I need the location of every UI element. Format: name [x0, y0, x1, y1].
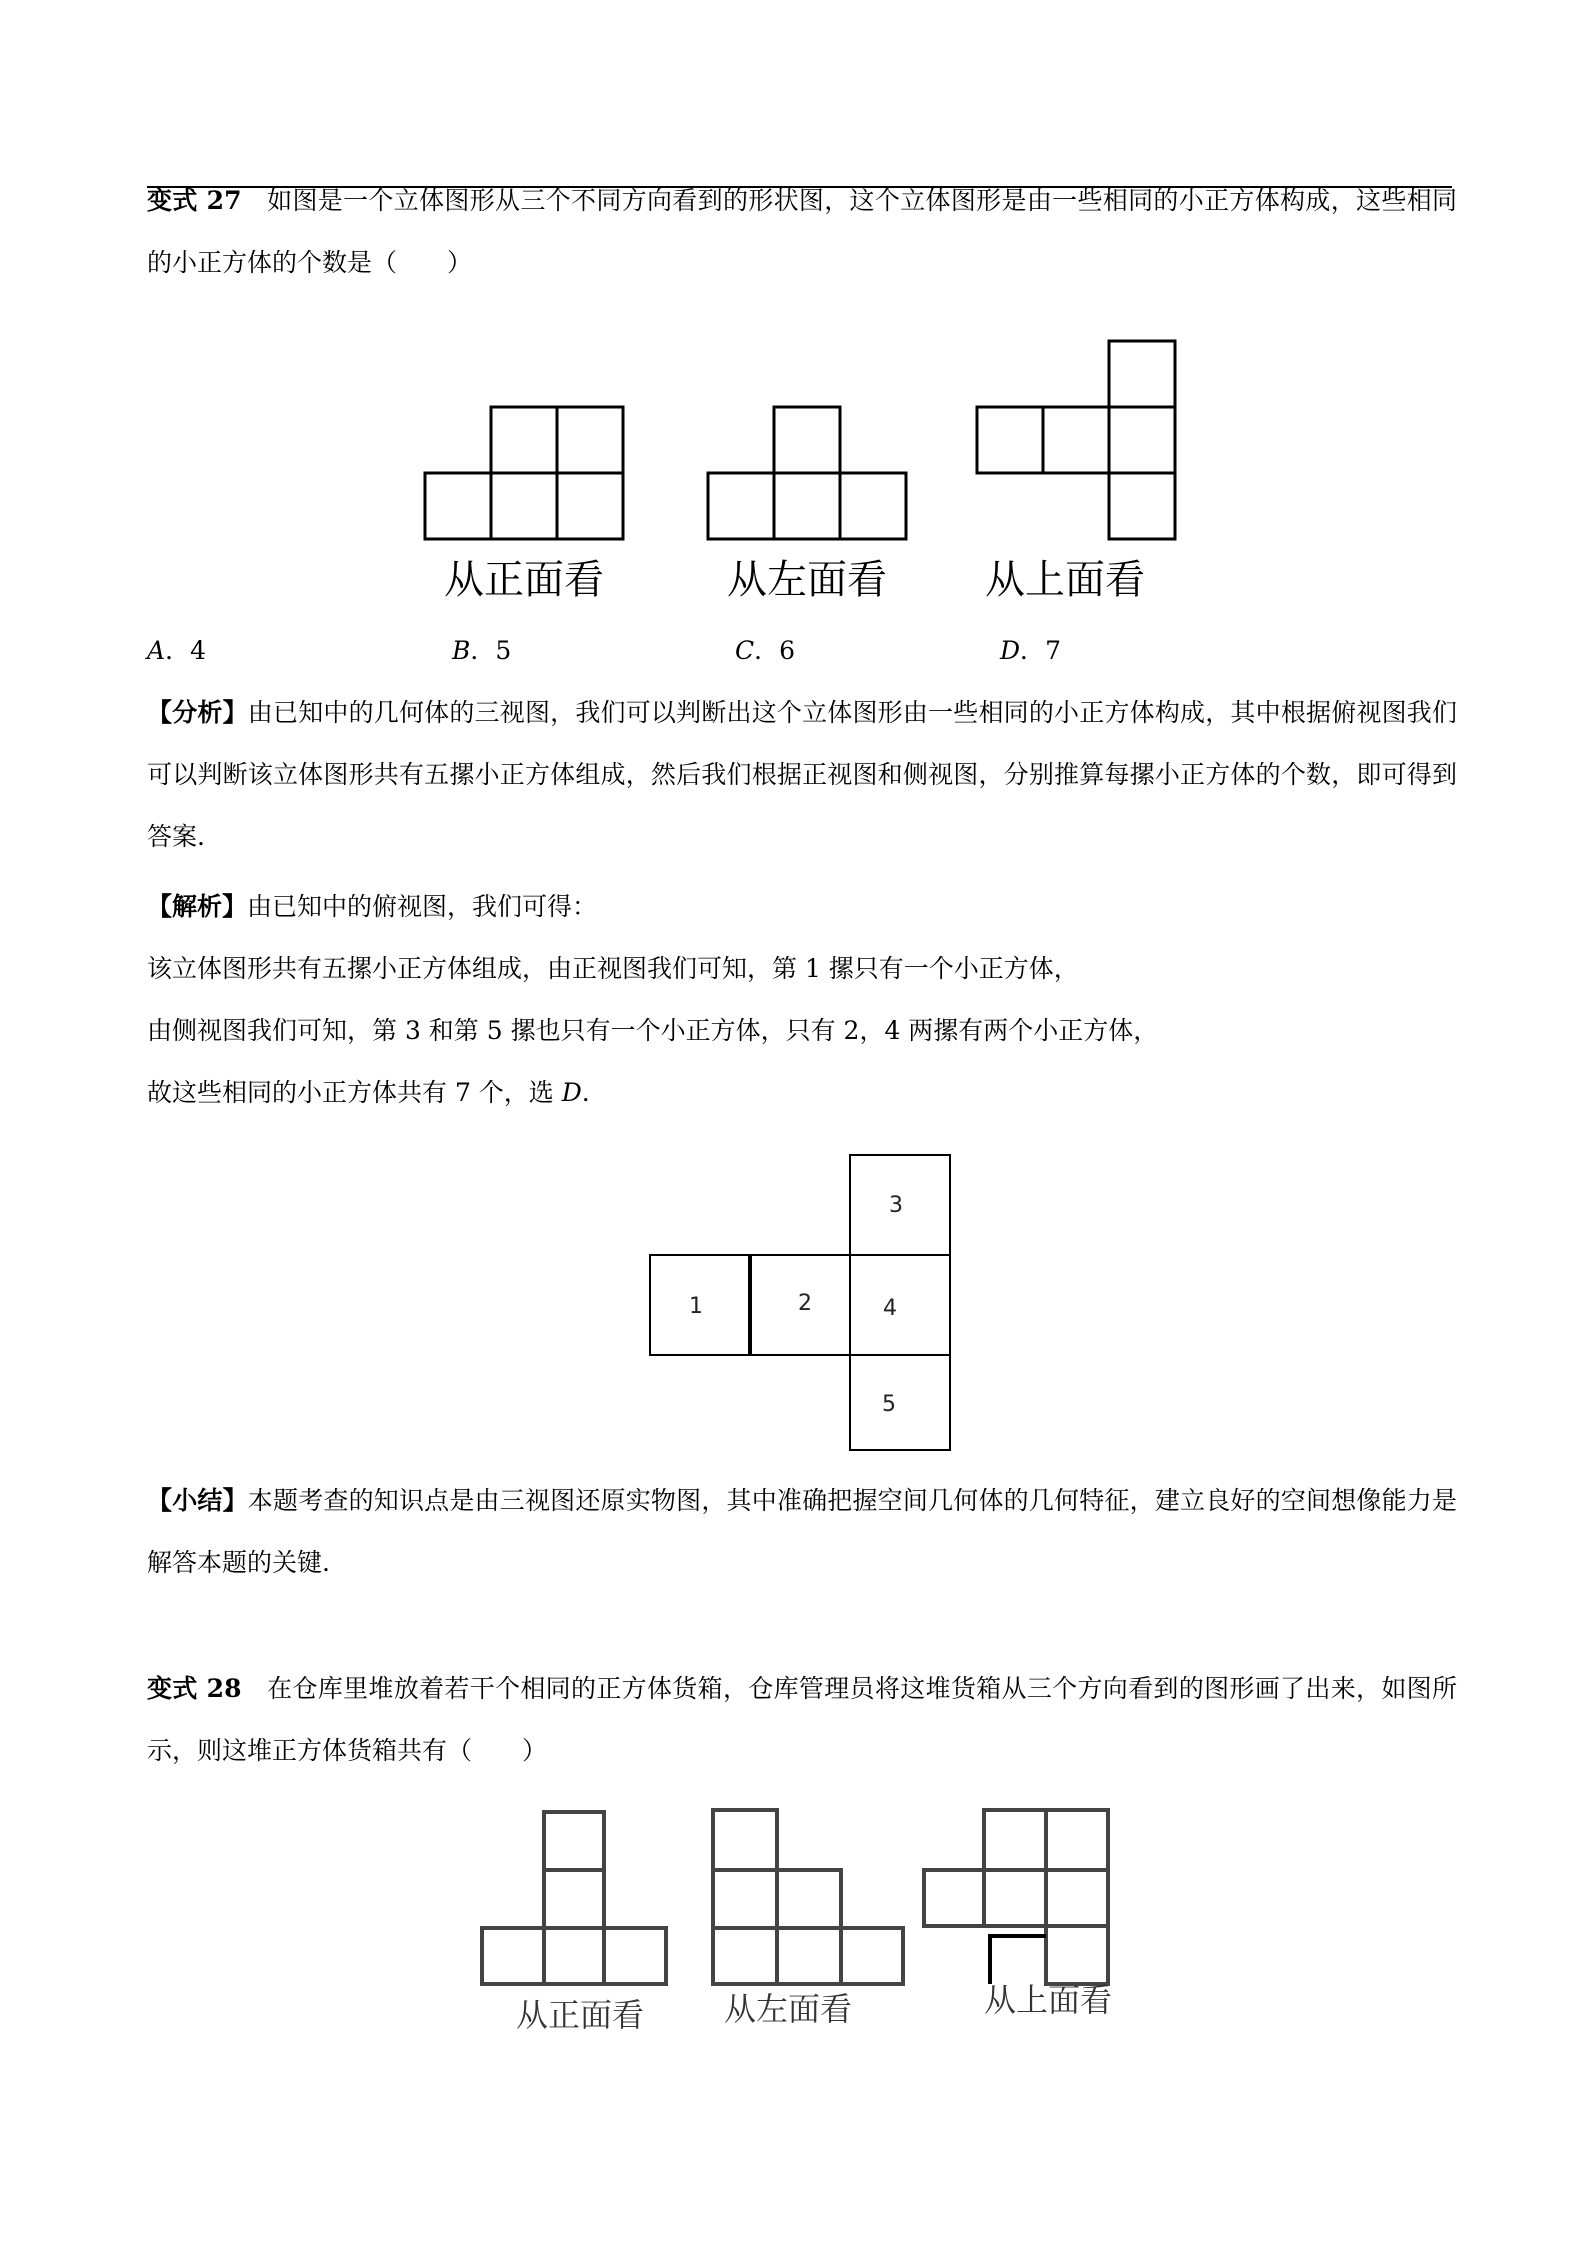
option-d: D．7: [1000, 636, 1061, 665]
question-28-label: 变式 28: [147, 1674, 242, 1703]
solution-line-4: 故这些相同的小正方体共有 7 个，选 D.: [147, 1078, 590, 1107]
option-b: B．5: [452, 636, 512, 665]
solution-line-2: 该立体图形共有五摞小正方体组成，由正视图我们可知，第 1 摞只有一个小正方体，: [147, 954, 1079, 983]
q27-front-caption: 从正面看: [444, 557, 604, 603]
q28-top-view: [920, 1808, 1120, 2018]
q28-left-view: [708, 1808, 908, 2033]
q28-front-view: [478, 1810, 678, 2035]
question-27-label: 变式 27: [147, 186, 242, 215]
stack-number-3: 3: [889, 1193, 903, 1218]
q27-left-view: [703, 405, 913, 605]
q28-top-caption: 从上面看: [983, 1981, 1113, 2019]
q28-left-caption: 从左面看: [723, 1990, 853, 2028]
stack-number-4: 4: [883, 1296, 897, 1321]
summary-paragraph: [147, 1470, 1457, 1594]
option-a: A．4: [147, 636, 206, 665]
analysis-paragraph: [147, 682, 1457, 868]
q27-top-view: [975, 340, 1185, 605]
solution-paragraph: [147, 876, 1457, 1124]
option-c: C．6: [735, 636, 796, 665]
stack-number-1: 1: [689, 1294, 703, 1319]
q28-front-caption: 从正面看: [515, 1996, 645, 2034]
solution-line-1: 【解析】由已知中的俯视图，我们可得：: [147, 892, 598, 921]
q27-top-caption: 从上面看: [985, 557, 1145, 603]
analysis-label: 【分析】: [147, 698, 248, 727]
q27-left-caption: 从左面看: [727, 557, 887, 603]
solution-line-3: 由侧视图我们可知，第 3 和第 5 摞也只有一个小正方体，只有 2，4 两摞有两个小正方体，: [147, 1016, 1159, 1045]
question-27-stem: [147, 170, 1457, 294]
question-27-text: 如图是一个立体图形从三个不同方向看到的形状图，这个立体图形是由一些相同的小正方体构成，这些相同的小正方体的个数是（ ）: [147, 186, 1457, 277]
stack-number-2: 2: [798, 1291, 812, 1316]
stack-number-5: 5: [882, 1392, 896, 1417]
summary-text: 本题考查的知识点是由三视图还原实物图，其中准确把握空间几何体的几何特征，建立良好的空间想像能力是解答本题的关键.: [147, 1486, 1457, 1577]
summary-label: 【小结】: [147, 1486, 248, 1515]
question-28-stem: [147, 1658, 1457, 1782]
question-28-text: 在仓库里堆放着若干个相同的正方体货箱，仓库管理员将这堆货箱从三个方向看到的图形画了出来，如图所示，则这堆正方体货箱共有（ ）: [147, 1674, 1457, 1765]
solution-label: 【解析】: [147, 892, 248, 921]
analysis-text: 由已知中的几何体的三视图，我们可以判断出这个立体图形由一些相同的小正方体构成，其中根据俯视图我们可以判断该立体图形共有五摞小正方体组成，然后我们根据正视图和侧视图，分别推算每摞小正方体的个数，即可得到答案.: [147, 698, 1457, 851]
stack-layout-diagram: [645, 1145, 955, 1455]
q27-front-view: [420, 405, 630, 605]
answer-letter: D: [561, 1078, 582, 1107]
